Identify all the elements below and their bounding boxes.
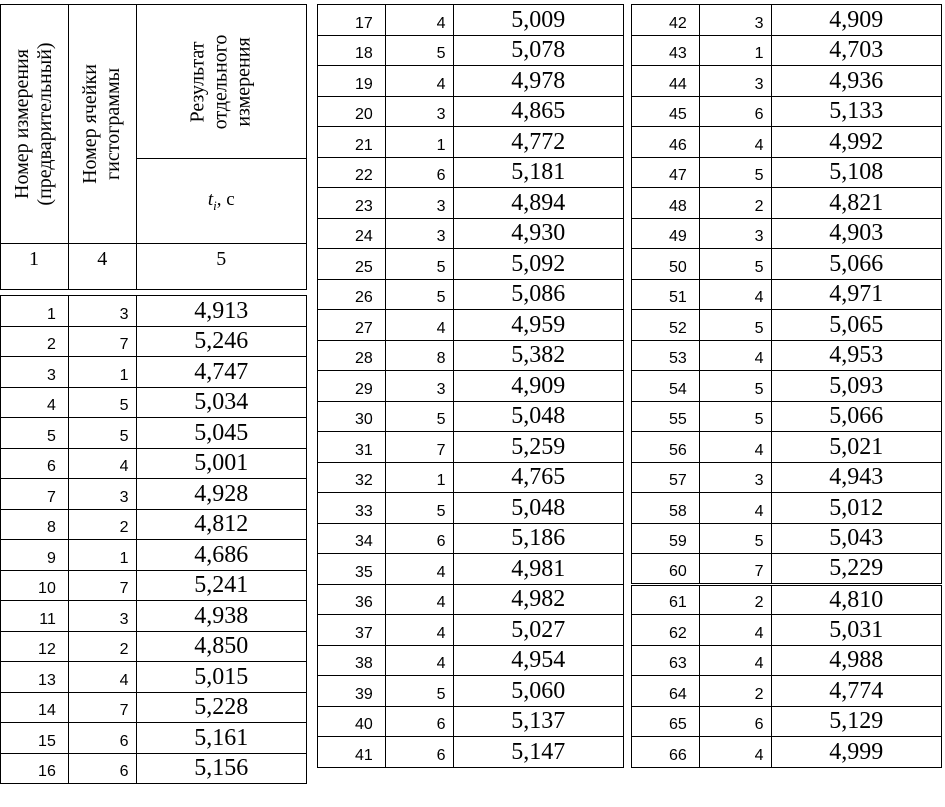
measurement-number: 55: [632, 401, 700, 432]
table-row: [1, 540, 307, 571]
measurement-number: 27: [318, 310, 386, 341]
measurement-number: 40: [318, 706, 386, 737]
ti-unit: , с: [216, 188, 235, 210]
measurement-result: 5,031: [771, 615, 941, 646]
table-row: [632, 645, 942, 676]
histogram-cell: 4: [385, 645, 453, 676]
measurement-number: 34: [318, 523, 386, 554]
table-row: [318, 432, 624, 463]
ti-subscript: i: [213, 197, 217, 213]
measurement-number: 36: [318, 584, 386, 615]
measurement-number: 16: [1, 753, 69, 784]
histogram-cell: 6: [699, 706, 771, 737]
table-row: [632, 157, 942, 188]
histogram-cell: 5: [68, 387, 136, 418]
histogram-cell: 5: [385, 249, 453, 280]
table-row: [318, 218, 624, 249]
measurement-result: 5,137: [453, 706, 623, 737]
measurement-result: 5,060: [453, 676, 623, 707]
measurement-result: 5,129: [771, 706, 941, 737]
table-row: [318, 5, 624, 36]
measurement-number: 15: [1, 723, 69, 754]
measurement-result: 5,065: [771, 310, 941, 341]
measurement-number: 5: [1, 418, 69, 449]
measurement-result: 4,913: [136, 296, 306, 327]
histogram-cell: 4: [699, 432, 771, 463]
measurement-result: 5,066: [771, 401, 941, 432]
measurement-number: 30: [318, 401, 386, 432]
measurement-result: 4,981: [453, 554, 623, 585]
measurement-number: 49: [632, 218, 700, 249]
column-number-row: [1, 244, 307, 290]
measurement-result: 4,936: [771, 66, 941, 97]
measurement-result: 5,229: [771, 554, 941, 585]
measurement-result: 5,009: [453, 5, 623, 36]
measurement-result: 4,953: [771, 340, 941, 371]
measurement-result: 5,034: [136, 387, 306, 418]
measurement-number: 25: [318, 249, 386, 280]
histogram-cell: 1: [68, 540, 136, 571]
table-row: [632, 676, 942, 707]
measurement-result: 4,774: [771, 676, 941, 707]
header-measurement-number: [1, 5, 69, 244]
table-row: [1, 509, 307, 540]
header-row: [1, 5, 307, 159]
measurement-number: 44: [632, 66, 700, 97]
histogram-cell: 5: [385, 401, 453, 432]
measurement-result: 5,048: [453, 401, 623, 432]
measurement-result: 5,092: [453, 249, 623, 280]
table-row: [318, 676, 624, 707]
measurement-result: 4,686: [136, 540, 306, 571]
table-row: [632, 35, 942, 66]
table-row: [318, 615, 624, 646]
measurement-number: 66: [632, 737, 700, 768]
measurement-number: 51: [632, 279, 700, 310]
table-row: [632, 310, 942, 341]
histogram-cell: 2: [68, 631, 136, 662]
table-row: [632, 462, 942, 493]
measurement-result: 5,086: [453, 279, 623, 310]
measurement-result: 4,703: [771, 35, 941, 66]
histogram-cell: 6: [699, 96, 771, 127]
measurement-number: 23: [318, 188, 386, 219]
measurement-result: 5,027: [453, 615, 623, 646]
header-measurement-number-text: Номер измерения (предварительный): [11, 42, 57, 206]
histogram-cell: 4: [385, 310, 453, 341]
table-row: [1, 296, 307, 327]
measurement-number: 56: [632, 432, 700, 463]
measurement-number: 13: [1, 662, 69, 693]
histogram-cell: 4: [699, 615, 771, 646]
table-row: [632, 554, 942, 585]
table-a-body: [1, 5, 307, 784]
histogram-cell: 4: [699, 127, 771, 158]
histogram-cell: 5: [699, 401, 771, 432]
measurement-result: 4,812: [136, 509, 306, 540]
histogram-cell: 3: [68, 601, 136, 632]
histogram-cell: 5: [385, 35, 453, 66]
measurement-result: 4,959: [453, 310, 623, 341]
histogram-cell: 5: [385, 279, 453, 310]
histogram-cell: 3: [68, 479, 136, 510]
measurement-table-part-3: [631, 4, 942, 768]
table-row: [1, 448, 307, 479]
table-row: [632, 523, 942, 554]
measurement-result: 5,015: [136, 662, 306, 693]
measurement-result: 5,259: [453, 432, 623, 463]
histogram-cell: 5: [68, 418, 136, 449]
histogram-cell: 7: [68, 326, 136, 357]
table-row: [318, 554, 624, 585]
measurement-result: 4,928: [136, 479, 306, 510]
header-histogram-cell: [68, 5, 136, 244]
measurement-result: 4,982: [453, 584, 623, 615]
histogram-cell: 2: [699, 584, 771, 615]
table-row: [318, 584, 624, 615]
measurement-number: 33: [318, 493, 386, 524]
measurement-result: 5,246: [136, 326, 306, 357]
measurement-number: 61: [632, 584, 700, 615]
measurement-number: 45: [632, 96, 700, 127]
measurement-result: 4,909: [771, 5, 941, 36]
histogram-cell: 4: [385, 66, 453, 97]
table-row: [318, 737, 624, 768]
measurement-number: 9: [1, 540, 69, 571]
histogram-cell: 2: [699, 188, 771, 219]
histogram-cell: 1: [699, 35, 771, 66]
table-row: [1, 692, 307, 723]
histogram-cell: 4: [68, 662, 136, 693]
table-row: [318, 249, 624, 280]
column-number-5: 5: [136, 244, 306, 290]
histogram-cell: 3: [68, 296, 136, 327]
histogram-cell: 6: [68, 753, 136, 784]
histogram-cell: 4: [699, 279, 771, 310]
histogram-cell: 4: [699, 340, 771, 371]
histogram-cell: 5: [385, 676, 453, 707]
table-row: [632, 584, 942, 615]
histogram-cell: 1: [385, 462, 453, 493]
measurement-result: 4,971: [771, 279, 941, 310]
measurement-result: 5,147: [453, 737, 623, 768]
histogram-cell: 5: [699, 310, 771, 341]
table-row: [318, 645, 624, 676]
table-row: [1, 326, 307, 357]
table-row: [318, 462, 624, 493]
header-ti: [136, 159, 306, 244]
histogram-cell: 1: [68, 357, 136, 388]
measurement-result: 5,045: [136, 418, 306, 449]
measurement-result: 5,001: [136, 448, 306, 479]
histogram-cell: 4: [699, 645, 771, 676]
table-row: [632, 340, 942, 371]
table-row: [632, 188, 942, 219]
ti-symbol: t: [207, 188, 214, 210]
table-row: [1, 387, 307, 418]
histogram-cell: 4: [385, 615, 453, 646]
table-row: [632, 737, 942, 768]
header-result-text: Результат отдельного измерения: [186, 34, 255, 129]
histogram-cell: 5: [699, 523, 771, 554]
measurement-number: 21: [318, 127, 386, 158]
measurement-result: 4,810: [771, 584, 941, 615]
table-row: [318, 127, 624, 158]
measurement-number: 48: [632, 188, 700, 219]
measurement-result: 5,093: [771, 371, 941, 402]
measurement-result: 4,930: [453, 218, 623, 249]
table-row: [318, 523, 624, 554]
measurement-number: 10: [1, 570, 69, 601]
table-row: [1, 570, 307, 601]
histogram-cell: 7: [385, 432, 453, 463]
table-row: [632, 401, 942, 432]
histogram-cell: 3: [699, 462, 771, 493]
table-row: [632, 249, 942, 280]
measurement-result: 5,241: [136, 570, 306, 601]
table-row: [1, 601, 307, 632]
measurement-number: 47: [632, 157, 700, 188]
measurement-result: 5,181: [453, 157, 623, 188]
measurement-result: 4,978: [453, 66, 623, 97]
table-row: [632, 432, 942, 463]
histogram-cell: 3: [699, 218, 771, 249]
measurement-number: 65: [632, 706, 700, 737]
histogram-cell: 3: [385, 188, 453, 219]
measurement-number: 58: [632, 493, 700, 524]
measurement-result: 4,988: [771, 645, 941, 676]
measurement-result: 4,865: [453, 96, 623, 127]
histogram-cell: 6: [385, 706, 453, 737]
measurement-number: 7: [1, 479, 69, 510]
measurement-result: 4,903: [771, 218, 941, 249]
measurement-result: 4,938: [136, 601, 306, 632]
measurement-result: 4,772: [453, 127, 623, 158]
table-row: [632, 615, 942, 646]
measurement-result: 4,954: [453, 645, 623, 676]
measurement-number: 26: [318, 279, 386, 310]
measurement-number: 60: [632, 554, 700, 585]
table-row: [632, 127, 942, 158]
table-row: [318, 340, 624, 371]
measurement-result: 4,747: [136, 357, 306, 388]
measurement-result: 4,909: [453, 371, 623, 402]
measurement-result: 4,943: [771, 462, 941, 493]
measurement-number: 53: [632, 340, 700, 371]
table-row: [1, 631, 307, 662]
measurement-number: 6: [1, 448, 69, 479]
measurement-result: 5,108: [771, 157, 941, 188]
column-number-1: 1: [1, 244, 69, 290]
table-row: [318, 371, 624, 402]
histogram-cell: 1: [385, 127, 453, 158]
histogram-cell: 5: [699, 249, 771, 280]
histogram-cell: 7: [68, 692, 136, 723]
measurement-number: 64: [632, 676, 700, 707]
histogram-cell: 2: [699, 676, 771, 707]
measurement-number: 14: [1, 692, 69, 723]
measurement-number: 38: [318, 645, 386, 676]
measurement-number: 62: [632, 615, 700, 646]
measurement-number: 28: [318, 340, 386, 371]
table-row: [1, 753, 307, 784]
measurement-number: 35: [318, 554, 386, 585]
histogram-cell: 3: [385, 218, 453, 249]
histogram-cell: 4: [68, 448, 136, 479]
table-row: [318, 706, 624, 737]
measurement-number: 50: [632, 249, 700, 280]
measurement-number: 31: [318, 432, 386, 463]
measurement-result: 5,228: [136, 692, 306, 723]
table-row: [318, 35, 624, 66]
table-row: [318, 188, 624, 219]
table-row: [1, 357, 307, 388]
measurement-result: 5,078: [453, 35, 623, 66]
header-result: [136, 5, 306, 159]
table-row: [1, 662, 307, 693]
table-row: [632, 66, 942, 97]
measurement-result: 5,012: [771, 493, 941, 524]
measurement-result: 5,043: [771, 523, 941, 554]
measurement-number: 1: [1, 296, 69, 327]
table-row: [632, 96, 942, 127]
column-number-4: 4: [68, 244, 136, 290]
measurement-number: 59: [632, 523, 700, 554]
histogram-cell: 4: [699, 737, 771, 768]
histogram-cell: 5: [699, 157, 771, 188]
histogram-cell: 4: [385, 584, 453, 615]
measurement-number: 32: [318, 462, 386, 493]
measurement-number: 43: [632, 35, 700, 66]
histogram-cell: 5: [699, 371, 771, 402]
table-row: [1, 723, 307, 754]
table-row: [318, 493, 624, 524]
histogram-cell: 6: [385, 157, 453, 188]
measurement-number: 57: [632, 462, 700, 493]
measurement-number: 11: [1, 601, 69, 632]
measurement-number: 63: [632, 645, 700, 676]
measurement-number: 4: [1, 387, 69, 418]
histogram-cell: 7: [68, 570, 136, 601]
measurement-table-part-1: [0, 4, 307, 784]
measurement-number: 24: [318, 218, 386, 249]
measurement-result: 4,992: [771, 127, 941, 158]
histogram-cell: 6: [68, 723, 136, 754]
histogram-cell: 4: [385, 5, 453, 36]
measurement-number: 52: [632, 310, 700, 341]
measurement-result: 4,999: [771, 737, 941, 768]
histogram-cell: 2: [68, 509, 136, 540]
measurement-result: 4,765: [453, 462, 623, 493]
measurement-result: 5,161: [136, 723, 306, 754]
measurement-number: 22: [318, 157, 386, 188]
table-row: [1, 479, 307, 510]
table-row: [632, 218, 942, 249]
histogram-cell: 3: [385, 96, 453, 127]
measurement-result: 5,066: [771, 249, 941, 280]
table-row: [318, 310, 624, 341]
histogram-cell: 5: [385, 493, 453, 524]
measurement-number: 8: [1, 509, 69, 540]
histogram-cell: 3: [699, 66, 771, 97]
histogram-cell: 8: [385, 340, 453, 371]
measurement-result: 5,186: [453, 523, 623, 554]
measurement-number: 19: [318, 66, 386, 97]
measurement-number: 37: [318, 615, 386, 646]
measurement-number: 18: [318, 35, 386, 66]
measurement-number: 54: [632, 371, 700, 402]
histogram-cell: 4: [699, 493, 771, 524]
header-histogram-cell-text: Номер ячейки гистограммы: [79, 64, 125, 184]
table-row: [632, 706, 942, 737]
histogram-cell: 3: [385, 371, 453, 402]
table-row: [632, 279, 942, 310]
table-row: [318, 157, 624, 188]
table-b-body: [318, 5, 624, 768]
measurement-result: 4,894: [453, 188, 623, 219]
measurement-number: 41: [318, 737, 386, 768]
measurement-number: 42: [632, 5, 700, 36]
measurement-number: 12: [1, 631, 69, 662]
measurement-result: 5,133: [771, 96, 941, 127]
measurement-number: 17: [318, 5, 386, 36]
table-row: [318, 279, 624, 310]
table-row: [318, 66, 624, 97]
measurement-number: 39: [318, 676, 386, 707]
histogram-cell: 6: [385, 523, 453, 554]
table-row: [632, 5, 942, 36]
measurement-number: 29: [318, 371, 386, 402]
measurement-table-part-2: [317, 4, 624, 768]
table-row: [318, 401, 624, 432]
table-row: [632, 493, 942, 524]
measurement-result: 5,048: [453, 493, 623, 524]
measurement-number: 3: [1, 357, 69, 388]
histogram-cell: 7: [699, 554, 771, 585]
measurement-result: 4,821: [771, 188, 941, 219]
table-row: [318, 96, 624, 127]
measurement-number: 2: [1, 326, 69, 357]
measurement-result: 5,382: [453, 340, 623, 371]
histogram-cell: 3: [699, 5, 771, 36]
histogram-cell: 4: [385, 554, 453, 585]
table-row: [1, 418, 307, 449]
measurement-result: 5,156: [136, 753, 306, 784]
measurement-result: 5,021: [771, 432, 941, 463]
measurement-number: 20: [318, 96, 386, 127]
measurement-result: 4,850: [136, 631, 306, 662]
table-c-body: [632, 5, 942, 768]
histogram-cell: 6: [385, 737, 453, 768]
measurement-number: 46: [632, 127, 700, 158]
table-row: [632, 371, 942, 402]
